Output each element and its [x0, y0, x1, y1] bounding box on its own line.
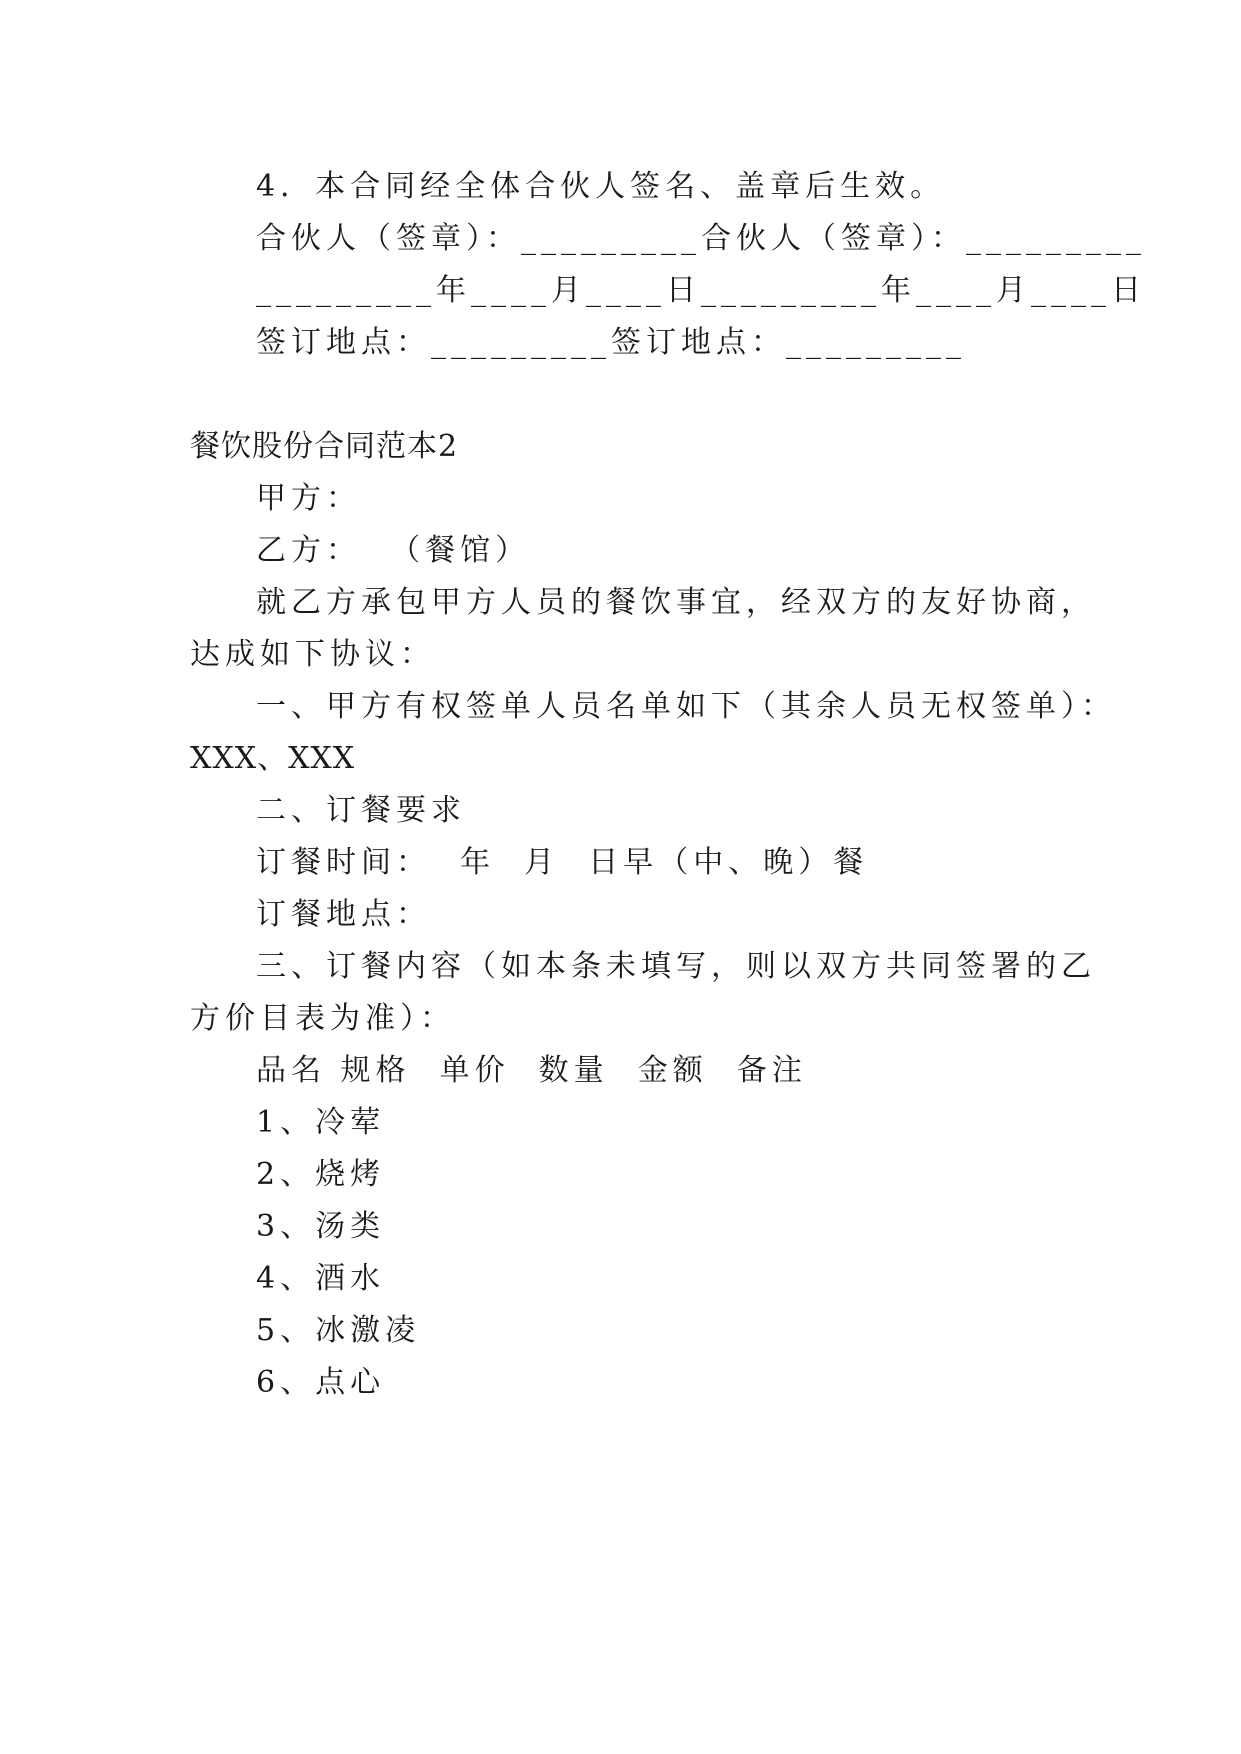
intro-line-1: 就乙方承包甲方人员的餐饮事宜，经双方的友好协商，: [256, 585, 1096, 620]
party-a: 甲方：: [256, 481, 361, 516]
intro-line-2: 达成如下协议：: [190, 637, 435, 672]
clause-4: 4．本合同经全体合伙人签名、盖章后生效。: [256, 169, 946, 204]
list-item: 4、酒水: [256, 1261, 386, 1296]
section-1-line-2: XXX、XXX: [190, 741, 356, 776]
list-item: 2、烧烤: [256, 1157, 386, 1192]
section-3-line-1: 三、订餐内容（如本条未填写，则以双方共同签署的乙: [256, 949, 1096, 984]
section-1-line-1: 一、甲方有权签单人员名单如下（其余人员无权签单）：: [256, 689, 1116, 724]
date-line: _________年____月____日_________年____月____日: [256, 273, 1146, 308]
party-b: 乙方： （餐馆）: [256, 533, 531, 568]
partner-signature-line: 合伙人（签章）：_________合伙人（签章）：_________: [256, 221, 1146, 256]
list-item: 1、冷荤: [256, 1105, 386, 1140]
table-header: 品名 规格 单价 数量 金额 备注: [256, 1053, 807, 1088]
section-3-line-2: 方价目表为准）：: [190, 1001, 455, 1036]
order-place: 订餐地点：: [256, 897, 431, 932]
section-2-heading: 二、订餐要求: [256, 793, 466, 828]
contract-title: 餐饮股份合同范本2: [190, 429, 459, 464]
signing-place-line: 签订地点：_________签订地点：_________: [256, 325, 966, 360]
order-time: 订餐时间： 年 月 日早（中、晚）餐: [256, 845, 869, 880]
list-item: 5、冰激凌: [256, 1313, 421, 1348]
list-item: 6、点心: [256, 1365, 386, 1400]
list-item: 3、汤类: [256, 1209, 386, 1244]
